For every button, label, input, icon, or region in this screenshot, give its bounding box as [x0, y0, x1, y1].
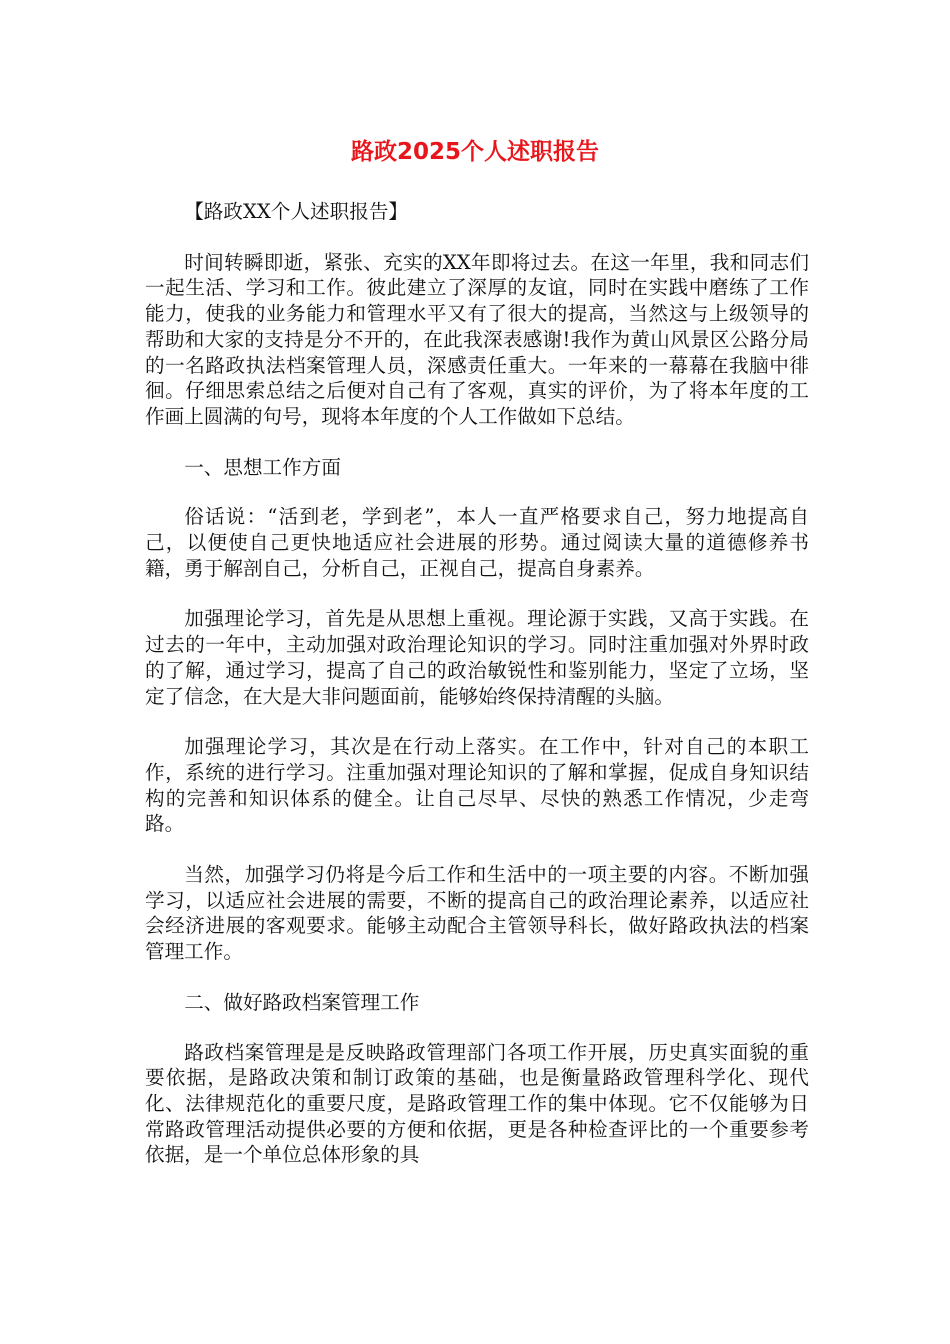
body-paragraph: 当然，加强学习仍将是今后工作和生活中的一项主要的内容。不断加强学习，以适应社会进展的需要，不断的提高自己的政治理论素养，以适应社会经济进展的客观要求。能够主动配合主管领导科长，做好路政执法的档案管理工作。: [145, 863, 809, 964]
body-paragraph: 加强理论学习，其次是在行动上落实。在工作中，针对自己的本职工作，系统的进行学习。注重加强对理论知识的了解和掌握，促成自身知识结构的完善和知识体系的健全。让自己尽早、尽快的熟悉工作情况，少走弯路。: [145, 735, 809, 836]
body-paragraph: 俗话说：“活到老，学到老”，本人一直严格要求自己，努力地提高自己，以便使自己更快地适应社会进展的形势。通过阅读大量的道德修养书籍，勇于解剖自己，分析自己，正视自己，提高自身素养。: [145, 505, 809, 580]
subtitle-paragraph: 【路政XX个人述职报告】: [184, 200, 409, 223]
section-heading-1: 一、思想工作方面: [184, 455, 341, 479]
document-title: 路政2025个人述职报告: [350, 139, 599, 165]
body-paragraph: 路政档案管理是是反映路政管理部门各项工作开展，历史真实面貌的重要依据，是路政决策和制订政策的基础，也是衡量路政管理科学化、现代化、法律规范化的重要尺度，是路政管理工作的集中体现。它不仅能够为日常路政管理活动提供必要的方便和依据，更是各种检查评比的一个重要参考依据，是一个单位总体形象的具: [145, 1040, 809, 1167]
document-body: [145, 199, 809, 1193]
intro-paragraph: 时间转瞬即逝，紧张、充实的XX年即将过去。在这一年里，我和同志们一起生活、学习和工作。彼此建立了深厚的友谊，同时在实践中磨练了工作能力，使我的业务能力和管理水平又有了很大的提高，当然这与上级领导的帮助和大家的支持是分不开的，在此我深表感谢!我作为黄山风景区公路分局的一名路政执法档案管理人员，深感责任重大。一年来的一幕幕在我脑中徘徊。仔细思索总结之后便对自己有了客观，真实的评价，为了将本年度的工作画上圆满的句号，现将本年度的个人工作做如下总结。: [145, 250, 809, 428]
body-paragraph: 加强理论学习，首先是从思想上重视。理论源于实践，又高于实践。在过去的一年中，主动加强对政治理论知识的学习。同时注重加强对外界时政的了解，通过学习，提高了自己的政治敏锐性和鉴别能力，坚定了立场，坚定了信念，在大是大非问题面前，能够始终保持清醒的头脑。: [145, 607, 809, 708]
section-heading-2: 二、做好路政档案管理工作: [184, 990, 420, 1014]
